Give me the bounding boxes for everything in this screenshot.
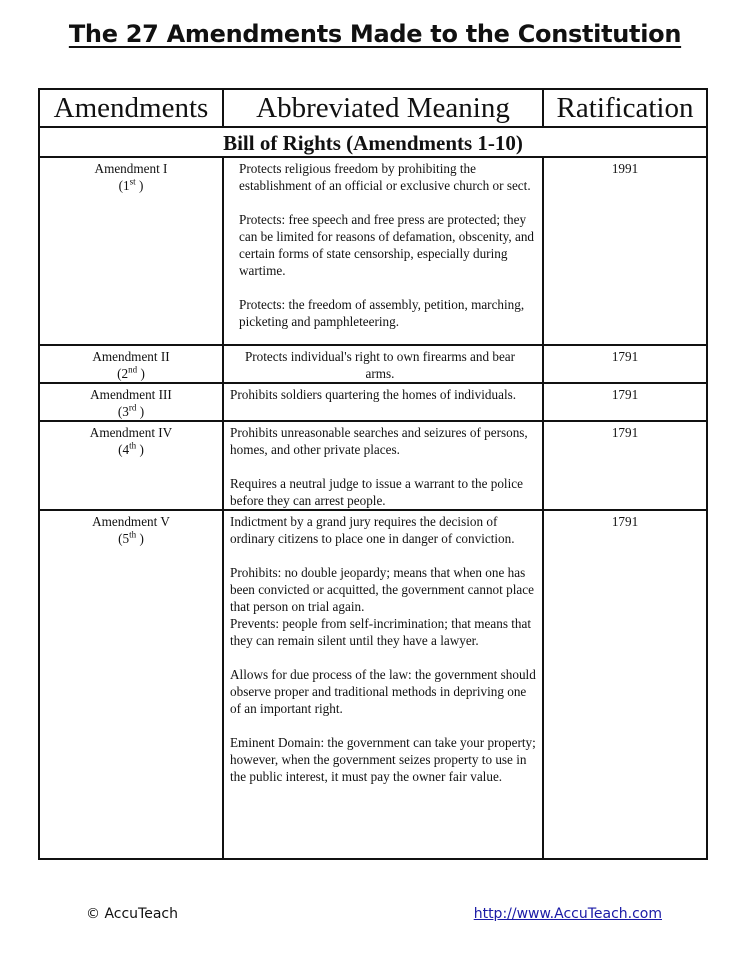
meaning-cell — [223, 345, 543, 383]
amendment-ordinal: (2nd ) — [117, 364, 145, 381]
table-row — [39, 383, 707, 421]
meaning-cell — [223, 157, 543, 345]
table-row — [39, 421, 707, 510]
ratification-year: 1791 — [543, 510, 707, 859]
meaning-paragraph: Prohibits unreasonable searches and seizures of persons, homes, and other private places. — [230, 425, 528, 457]
ratification-year: 1791 — [543, 345, 707, 383]
table-header-row — [39, 89, 707, 127]
amendments-table — [38, 88, 708, 860]
amendment-cell — [39, 157, 223, 345]
meaning-paragraph: Protects: the freedom of assembly, petition, marching, picketing and pamphleteering. — [239, 297, 525, 329]
table-row — [39, 510, 707, 859]
ratification-year: 1791 — [543, 421, 707, 510]
amendment-ordinal: (4th ) — [118, 440, 144, 457]
amendment-ordinal: (5th ) — [118, 529, 144, 546]
amendment-cell — [39, 510, 223, 859]
amendment-name: Amendment I — [94, 161, 168, 176]
meaning-paragraph: Protects religious freedom by prohibiting the establishment of an official or exclusive church or sect. — [239, 161, 531, 193]
meaning-paragraph: Prevents: people from self-incrimination; that means that they can remain silent until they have a lawyer. — [230, 616, 532, 648]
section-title: Bill of Rights (Amendments 1-10) — [39, 127, 707, 157]
meaning-paragraph: Requires a neutral judge to issue a warrant to the police before they can arrest people. — [230, 476, 523, 508]
amendment-ordinal: (3rd ) — [117, 402, 145, 419]
amendment-name: Amendment IV — [89, 425, 173, 440]
meaning-paragraph: Eminent Domain: the government can take your property; however, when the government seizes property to use in the public interest, it must pay the owner fair value. — [230, 735, 536, 784]
copyright-notice: © AccuTeach — [86, 906, 178, 922]
amendment-cell — [39, 345, 223, 383]
meaning-cell — [223, 421, 543, 510]
meaning-cell — [223, 510, 543, 859]
ratification-year: 1991 — [543, 157, 707, 345]
amendment-cell — [39, 421, 223, 510]
meaning-paragraph: Protects: free speech and free press are protected; they can be limited for reasons of defamation, obscenity, and certain forms of state censorship, especially during wartime. — [239, 212, 535, 278]
meaning-paragraph: Prohibits soldiers quartering the homes of individuals. — [230, 387, 517, 402]
amendment-name: Amendment III — [90, 387, 172, 402]
column-header-ratification: Ratification — [543, 89, 707, 127]
section-row — [39, 127, 707, 157]
meaning-paragraph: Allows for due process of the law: the government should observe proper and traditional methods in depriving one of an important right. — [230, 667, 536, 716]
page-title: The 27 Amendments Made to the Constitution — [68, 20, 682, 48]
table-row — [39, 157, 707, 345]
amendment-cell — [39, 383, 223, 421]
amendment-name: Amendment II — [92, 349, 170, 364]
column-header-amendments: Amendments — [39, 89, 223, 127]
amendment-name: Amendment V — [92, 514, 170, 529]
amendment-ordinal: (1st ) — [118, 176, 144, 193]
meaning-paragraph: Indictment by a grand jury requires the decision of ordinary citizens to place one in danger of conviction. — [230, 514, 515, 546]
meaning-cell — [223, 383, 543, 421]
meaning-paragraph: Prohibits: no double jeopardy; means that when one has been convicted or acquitted, the government cannot place that person on trial again. — [230, 565, 534, 614]
meaning-paragraph: Protects individual's right to own firearms and bear arms. — [244, 349, 516, 381]
website-link[interactable]: http://www.AccuTeach.com — [473, 906, 662, 922]
ratification-year: 1791 — [543, 383, 707, 421]
table-row — [39, 345, 707, 383]
column-header-meaning: Abbreviated Meaning — [223, 89, 543, 127]
